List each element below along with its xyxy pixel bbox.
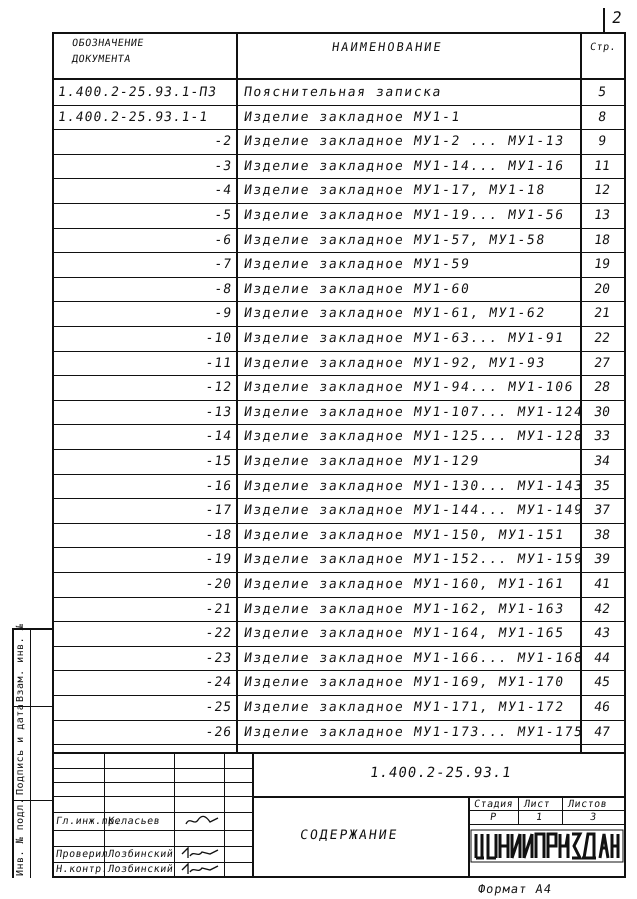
row-name: Изделие закладное МУ1-129: [242, 454, 481, 469]
row-separator: [52, 670, 626, 671]
row-name: Изделие закладное МУ1-92, МУ1-93: [242, 355, 547, 371]
row-separator: [52, 597, 626, 598]
row-name: Изделие закладное МУ1-63... МУ1-91: [242, 331, 566, 346]
row-name: Изделие закладное МУ1-130... МУ1-143: [242, 478, 585, 494]
stamp-grid-h1: [52, 768, 252, 769]
row-separator: [52, 203, 626, 204]
stamp-sheet-val: 1: [535, 812, 544, 823]
stamp-title: СОДЕРЖАНИЕ: [298, 828, 400, 843]
row-page: 12: [593, 183, 611, 199]
stamp-vert-main: [252, 752, 254, 878]
stamp-person-2: Лозбинский: [107, 864, 174, 875]
side-strip-mid: [30, 628, 31, 878]
row-code: -22: [204, 626, 234, 642]
row-code: -23: [204, 650, 234, 666]
stamp-sheets-hdr: Листов: [567, 799, 608, 810]
row-page: 13: [593, 208, 611, 223]
stamp-person-1: Лозбинский: [107, 849, 174, 860]
stamp-person-0: Келасьев: [107, 816, 161, 827]
row-name: Изделие закладное МУ1-19... МУ1-56: [242, 208, 566, 223]
stamp-grid-v2: [174, 752, 175, 878]
row-separator: [52, 277, 626, 278]
stamp-grid-v3: [224, 752, 225, 878]
row-code: -11: [204, 355, 234, 371]
row-separator: [52, 400, 626, 401]
stamp-stage-v2: [562, 796, 563, 824]
org-logo: [470, 826, 624, 866]
row-code: -24: [204, 675, 234, 691]
row-page: 34: [593, 454, 611, 469]
row-separator: [52, 474, 626, 475]
row-page: 42: [593, 601, 611, 617]
stamp-grid-h6: [52, 846, 252, 847]
row-page: 5: [597, 85, 607, 100]
stamp-stage-val: Р: [489, 812, 498, 823]
row-separator: [52, 424, 626, 425]
row-separator: [52, 572, 626, 573]
header-bottom-line: [52, 78, 626, 80]
stamp-grid-h5: [52, 830, 252, 831]
row-separator: [52, 326, 626, 327]
row-page: 41: [593, 577, 611, 592]
stamp-sheet-hdr: Лист: [523, 799, 551, 810]
row-name: Изделие закладное МУ1-1: [242, 109, 462, 125]
row-separator: [52, 744, 626, 745]
row-page: 44: [593, 650, 611, 666]
row-name: Изделие закладное МУ1-59: [242, 257, 472, 273]
row-name: Изделие закладное МУ1-152... МУ1-159: [242, 552, 585, 568]
row-page: 33: [593, 429, 611, 445]
frame-bottom: [52, 876, 626, 878]
row-separator: [52, 621, 626, 622]
row-name: Изделие закладное МУ1-14... МУ1-16: [242, 158, 566, 174]
header-code-line1: ОБОЗНАЧЕНИЕ: [71, 38, 145, 49]
row-separator: [52, 154, 626, 155]
stamp-grid-h2: [52, 782, 252, 783]
row-page: 35: [593, 478, 611, 494]
row-code: 1.400.2-25.93.1-1: [56, 109, 210, 125]
header-code-line2: ДОКУМЕНТА: [71, 54, 132, 65]
row-code: -16: [204, 478, 234, 494]
row-page: 19: [593, 257, 611, 273]
row-code: -15: [204, 454, 234, 469]
side-label-vzam: Взам. инв. №: [15, 623, 26, 702]
signature-2: [180, 862, 220, 876]
row-name: Изделие закладное МУ1-125... МУ1-128: [242, 429, 585, 445]
header-name: НАИМЕНОВАНИЕ: [331, 40, 444, 54]
row-name: Изделие закладное МУ1-17, МУ1-18: [242, 183, 547, 199]
row-separator: [52, 695, 626, 696]
row-separator: [52, 449, 626, 450]
row-code: -8: [213, 281, 234, 297]
row-code: -25: [204, 700, 234, 715]
row-page: 18: [593, 232, 611, 248]
frame-top: [52, 32, 626, 34]
row-name: Пояснительная записка: [242, 85, 444, 100]
row-code: -9: [213, 306, 234, 322]
row-separator: [52, 105, 626, 106]
row-code: -12: [204, 380, 234, 396]
corner-divider: [603, 8, 605, 32]
row-name: Изделие закладное МУ1-162, МУ1-163: [242, 601, 566, 617]
row-page: 11: [593, 158, 611, 174]
stamp-role-2: Н.контр.: [55, 864, 109, 875]
row-page: 27: [593, 355, 611, 371]
stamp-grid-h3: [52, 796, 252, 797]
row-name: Изделие закладное МУ1-94... МУ1-106: [242, 380, 575, 396]
row-name: Изделие закладное МУ1-61, МУ1-62: [242, 306, 547, 322]
header-page: Стр.: [589, 42, 617, 53]
stamp-sheets-val: 3: [589, 812, 598, 823]
row-page: 47: [593, 724, 611, 740]
stamp-role-0: Гл.инж.пр.: [55, 816, 122, 827]
row-code: -4: [213, 183, 234, 199]
row-name: Изделие закладное МУ1-166... МУ1-168: [242, 650, 585, 666]
stamp-stage-hdr: Стадия: [473, 799, 514, 810]
row-code: -5: [213, 208, 234, 223]
row-page: 21: [593, 306, 611, 322]
row-name: Изделие закладное МУ1-60: [242, 281, 472, 297]
row-code: -18: [204, 527, 234, 543]
row-code: -14: [204, 429, 234, 445]
corner-sheet-number: 2: [610, 8, 624, 27]
row-separator: [52, 547, 626, 548]
format-label: Формат А4: [477, 882, 554, 896]
row-name: Изделие закладное МУ1-171, МУ1-172: [242, 700, 566, 715]
row-separator: [52, 301, 626, 302]
row-code: -10: [204, 331, 234, 346]
stamp-stage-v1: [518, 796, 519, 824]
row-code: -13: [204, 404, 234, 420]
row-page: 46: [593, 700, 611, 715]
row-page: 22: [593, 331, 611, 346]
row-separator: [52, 351, 626, 352]
stamp-stage-hdr-line: [468, 810, 626, 811]
row-code: 1.400.2-25.93.1-ПЗ: [56, 85, 218, 100]
row-page: 20: [593, 281, 611, 297]
row-name: Изделие закладное МУ1-160, МУ1-161: [242, 577, 566, 592]
stamp-code-line: [252, 796, 626, 798]
row-separator: [52, 523, 626, 524]
stamp-grid-h4: [52, 812, 252, 813]
row-name: Изделие закладное МУ1-107... МУ1-124: [242, 404, 585, 420]
row-code: -6: [213, 232, 234, 248]
row-name: Изделие закладное МУ1-57, МУ1-58: [242, 232, 547, 248]
row-separator: [52, 646, 626, 647]
row-separator: [52, 129, 626, 130]
row-separator: [52, 498, 626, 499]
signature-0: [184, 814, 220, 828]
row-code: -26: [204, 724, 234, 740]
row-page: 45: [593, 675, 611, 691]
row-page: 37: [593, 503, 611, 519]
row-separator: [52, 720, 626, 721]
row-name: Изделие закладное МУ1-144... МУ1-149: [242, 503, 585, 519]
stamp-grid-h7: [52, 862, 252, 863]
stamp-role-1: Проверил: [55, 849, 109, 860]
row-page: 28: [593, 380, 611, 396]
row-name: Изделие закладное МУ1-164, МУ1-165: [242, 626, 566, 642]
row-code: -20: [204, 577, 234, 592]
stamp-stage-val-line: [468, 824, 626, 825]
row-page: 9: [597, 134, 607, 150]
row-page: 8: [597, 109, 607, 125]
row-code: -17: [204, 503, 234, 519]
row-page: 43: [593, 626, 611, 642]
row-page: 39: [593, 552, 611, 568]
row-name: Изделие закладное МУ1-169, МУ1-170: [242, 675, 566, 691]
row-code: -7: [213, 257, 234, 273]
row-separator: [52, 178, 626, 179]
col-divider-1: [236, 32, 238, 752]
row-separator: [52, 375, 626, 376]
row-code: -19: [204, 552, 234, 568]
row-page: 30: [593, 404, 611, 420]
row-name: Изделие закладное МУ1-2 ... МУ1-13: [242, 134, 566, 150]
row-separator: [52, 228, 626, 229]
row-code: -3: [213, 158, 234, 174]
signature-1: [180, 846, 220, 860]
row-code: -21: [204, 601, 234, 617]
row-name: Изделие закладное МУ1-150, МУ1-151: [242, 527, 566, 543]
side-strip-left: [12, 628, 14, 878]
stamp-top-line: [52, 752, 626, 754]
row-name: Изделие закладное МУ1-173... МУ1-175: [242, 724, 585, 740]
side-label-podpis: Подпись и дата: [15, 703, 26, 795]
row-code: -2: [213, 134, 234, 150]
row-page: 38: [593, 527, 611, 543]
side-label-inv: Инв. № подл.: [15, 797, 26, 876]
row-separator: [52, 252, 626, 253]
stamp-doc-code: 1.400.2-25.93.1: [368, 765, 513, 781]
